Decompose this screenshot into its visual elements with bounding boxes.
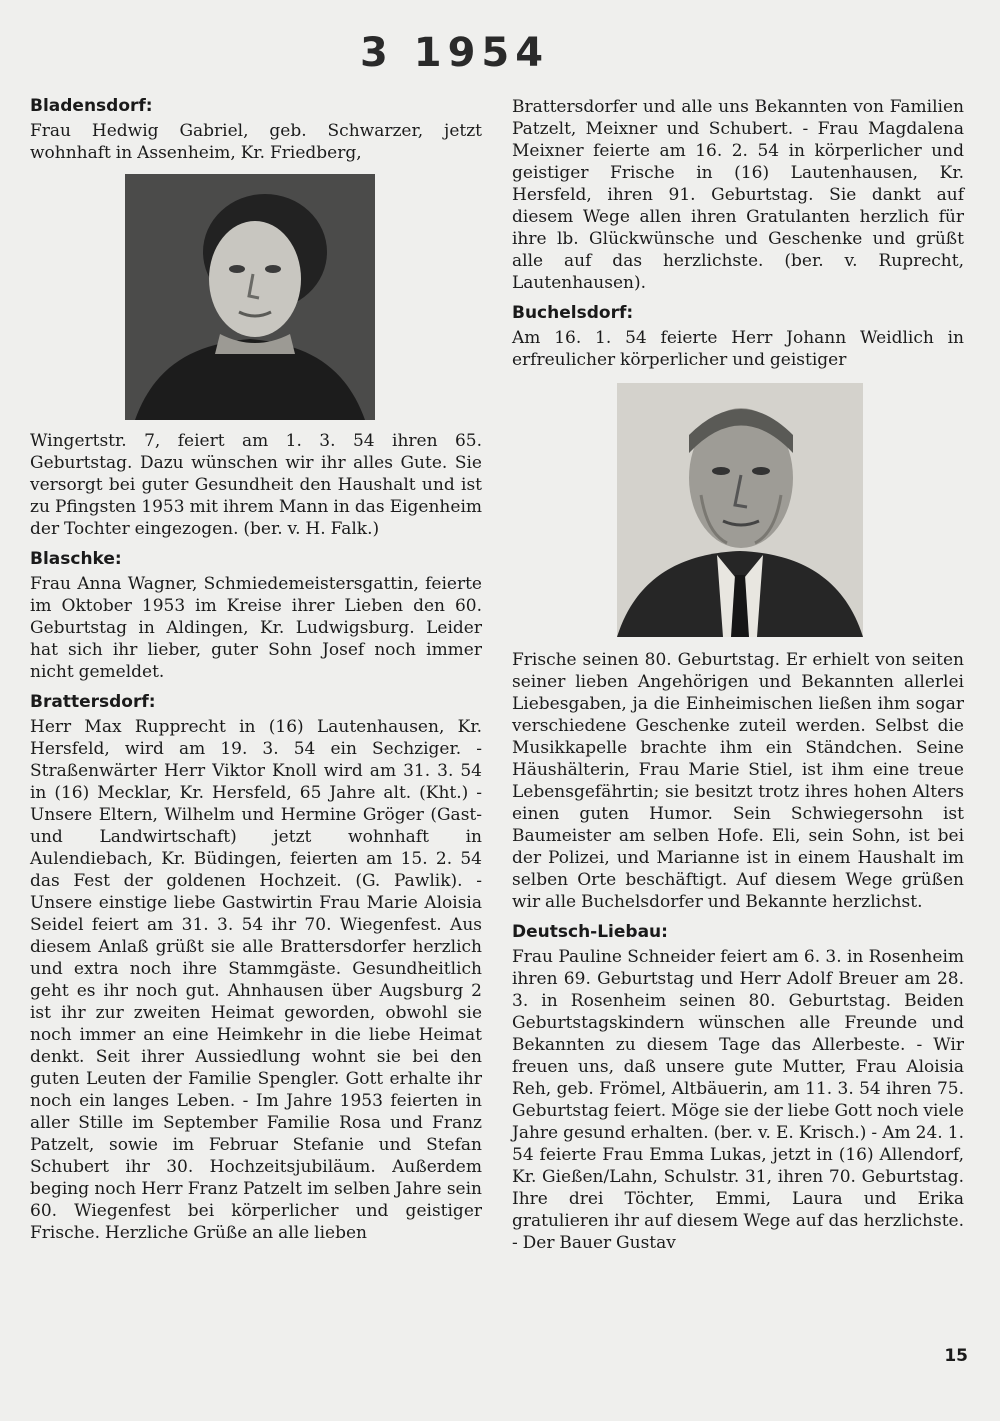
heading-bladensdorf: Bladensdorf: (30, 96, 153, 116)
portrait-photo-hedwig-gabriel (125, 174, 375, 420)
text-bladensdorf-intro: Frau Hedwig Gabriel, geb. Schwarzer, jetzt wohnhaft in Assenheim, Kr. Friedberg, (30, 121, 482, 163)
portrait-photo-johann-weidlich (617, 383, 863, 637)
text-brattersdorf-continued: Brattersdorfer und alle uns Bekannten von Familien Patzelt, Meixner und Schubert. - Frau Magdalena Meixner feierte am 16. 2. 54 in körperlicher und geistiger Frische in (16) Lautenhausen, Kr. Hersfeld, ihren 91. Geburtstag. Sie dankt auf diesem Wege allen ihren Gratulanten herzlich für ihre lb. Glückwünsche und Geschenke und grüßt alle auf das herzlichste. (ber. v. Ruprecht, Lautenhausen). (512, 97, 964, 293)
archive-stamp: 3 1954 (360, 30, 550, 76)
page-number: 15 (944, 1346, 968, 1366)
text-deutsch-liebau: Frau Pauline Schneider feiert am 6. 3. in Rosenheim ihren 69. Geburtstag und Herr Adolf Breuer am 28. 3. in Rosenheim seinen 80. Geburtstag. Beiden Geburtstagskindern wünschen alle Freunde und Bekannten zu diesem Tage das Allerbeste. - Wir freuen uns, daß unsere gute Mutter, Frau Aloisia Reh, geb. Frömel, Altbäuerin, am 11. 3. 54 ihren 75. Geburtstag feiert. Möge sie der liebe Gott noch viele Jahre gesund erhalten. (ber. v. E. Krisch.) - Am 24. 1. 54 feierte Frau Emma Lukas, jetzt in (16) Allendorf, Kr. Gießen/Lahn, Schulstr. 31, ihren 70. Geburtstag. Ihre drei Töchter, Emmi, Laura und Erika gratulieren ihr auf diesem Wege auf das herzlichste. - Der Bauer Gustav (512, 947, 964, 1253)
heading-deutsch-liebau: Deutsch-Liebau: (512, 922, 668, 942)
text-bladensdorf-main: Wingertstr. 7, feiert am 1. 3. 54 ihren 65. Geburtstag. Dazu wünschen wir ihr alles Gute. Sie versorgt bei guter Gesundheit den Haushalt und ist zu Pfingsten 1953 mit ihrem Mann in das Eigenheim der Tochter eingezogen. (ber. v. H. Falk.) (30, 431, 482, 539)
text-blaschke: Frau Anna Wagner, Schmiedemeistersgattin, feierte im Oktober 1953 im Kreise ihrer Lieben den 60. Geburtstag in Aldingen, Kr. Ludwigsburg. Leider hat sich ihr lieber, guter Sohn Josef noch immer nicht gemeldet. (30, 574, 482, 682)
heading-brattersdorf: Brattersdorf: (30, 692, 156, 712)
right-column (512, 96, 964, 1254)
text-brattersdorf: Herr Max Rupprecht in (16) Lautenhausen, Kr. Hersfeld, wird am 19. 3. 54 ein Sechziger. - Straßenwärter Herr Viktor Knoll wird am 31. 3. 54 in (16) Mecklar, Kr. Hersfeld, 65 Jahre alt. (Kht.) - Unsere Eltern, Wilhelm und Hermine Gröger (Gast- und Landwirtschaft) jetzt wohnhaft in Aulendiebach, Kr. Büdingen, feierten am 15. 2. 54 das Fest der goldenen Hochzeit. (G. Pawlik). - Unsere einstige liebe Gastwirtin Frau Marie Aloisia Seidel feiert am 31. 3. 54 ihr 70. Wiegenfest. Aus diesem Anlaß grüßt sie alle Brattersdorfer herzlich und extra noch ihre Stammgäste. Gesundheitlich geht es ihr noch gut. Ahnhausen über Augsburg 2 ist ihr zur zweiten Heimat geworden, obwohl sie noch immer an eine Heimkehr in die liebe Heimat denkt. Seit ihrer Aussiedlung wohnt sie bei den guten Leuten der Familie Spengler. Gott erhalte ihr noch ein langes Leben. - Im Jahre 1953 feierten in aller Stille im September Familie Rosa und Franz Patzelt, sowie im Februar Stefanie und Stefan Schubert ihr 30. Hochzeitsjubiläum. Außerdem beging noch Herr Franz Patzelt im selben Jahre sein 60. Wiegenfest bei körperlicher und geistiger Frische. Herzliche Grüße an alle lieben (30, 717, 482, 1243)
heading-buchelsdorf: Buchelsdorf: (512, 303, 634, 323)
portrait-man-image (617, 383, 863, 637)
heading-blaschke: Blaschke: (30, 549, 122, 569)
text-buchelsdorf-intro: Am 16. 1. 54 feierte Herr Johann Weidlich in erfreulicher körperlicher und geistiger (512, 328, 964, 370)
left-column (30, 96, 482, 1244)
text-buchelsdorf-main: Frische seinen 80. Geburtstag. Er erhielt von seiten seiner lieben Angehörigen und Bekannten allerlei Liebesgaben, ja die Einheimischen ließen ihm sogar verschiedene Geschenke zuteil werden. Selbst die Musikkapelle brachte ihm ein Ständchen. Seine Häushälterin, Frau Marie Stiel, ist ihm eine treue Lebensgefährtin; sie besitzt trotz ihres hohen Alters einen guten Humor. Sein Schwiegersohn ist Baumeister am selben Hofe. Eli, sein Sohn, ist bei der Polizei, und Marianne ist in einem Haushalt im selben Orte beschäftigt. Auf diesem Wege grüßen wir alle Buchelsdorfer und Bekannte herzlichst. (512, 650, 964, 912)
portrait-woman-image (125, 174, 375, 420)
